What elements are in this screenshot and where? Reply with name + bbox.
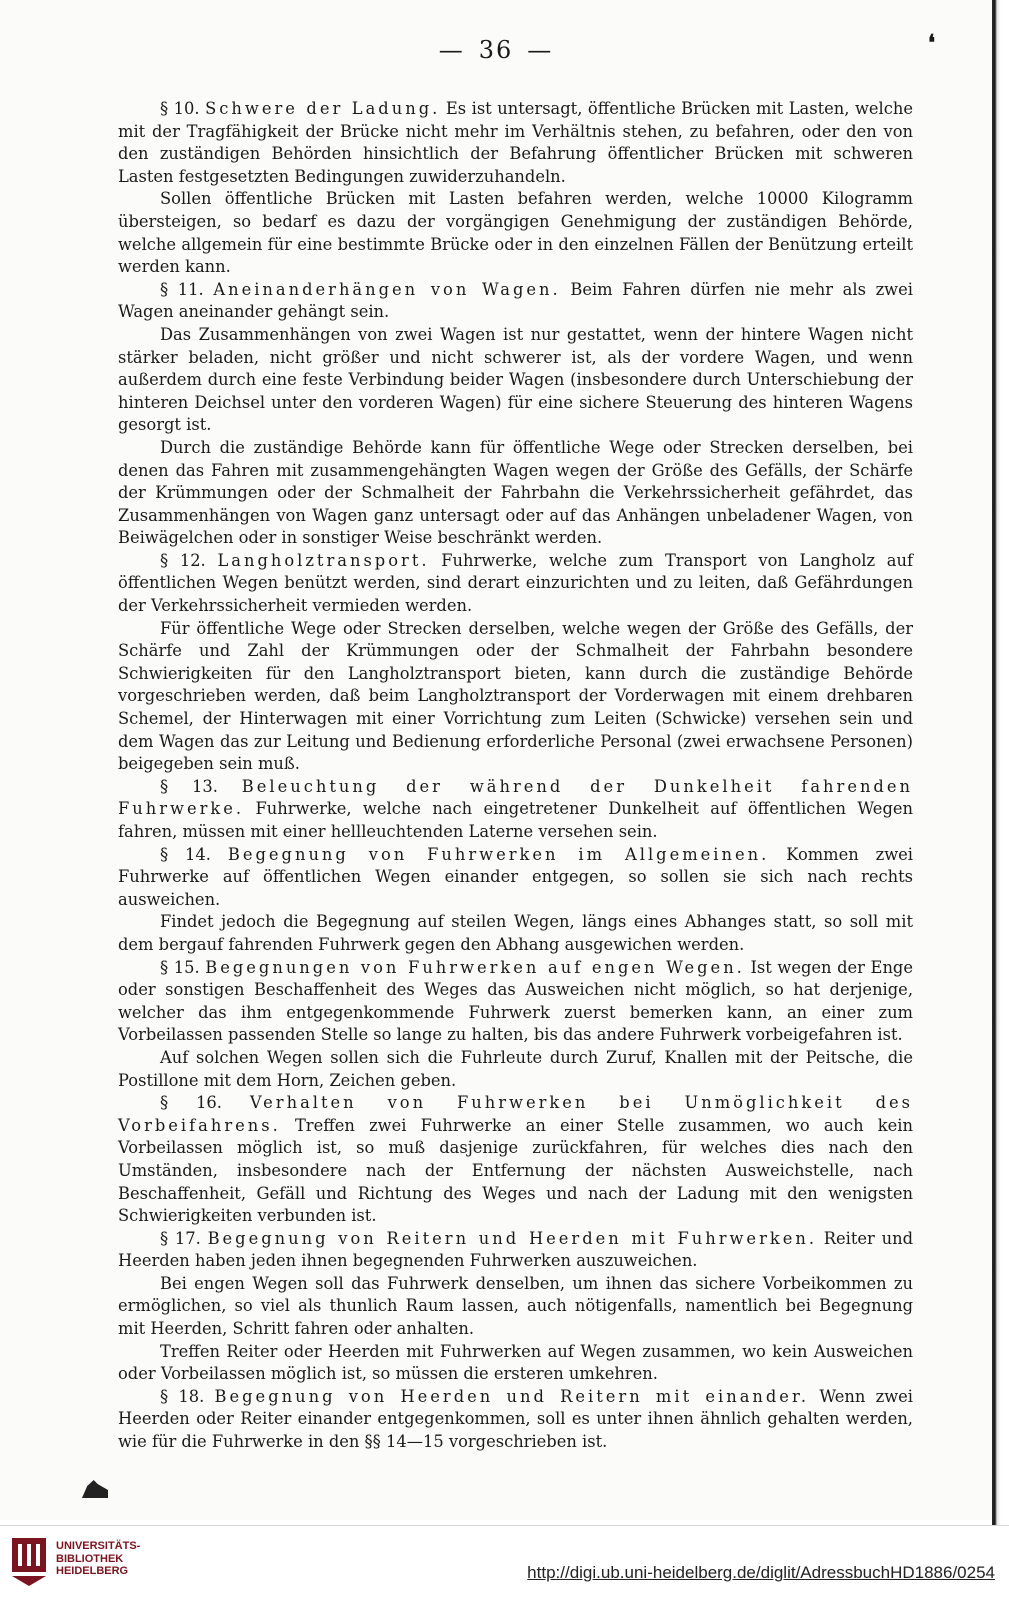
body-paragraph xyxy=(118,1047,913,1092)
page-number-value: 36 xyxy=(478,36,514,64)
section-number: § 11. xyxy=(160,279,204,299)
library-name xyxy=(56,1540,140,1578)
section-paragraph xyxy=(118,957,913,1047)
section-paragraph xyxy=(118,776,913,844)
body-paragraph xyxy=(118,324,913,437)
paragraph-text: Für öffentliche Wege oder Strecken derselben, welche wegen der Größe des Gefälls, der Schärfe und Zahl der Krümmungen oder der Schmalheit der Fahrbahn besondere Schwierigkeiten für den Langholztransport bieten, kann durch die zuständige Behörde vorgeschrieben werden, daß beim Langholztransport der Vorderwagen mit einem drehbaren Schemel, der Hinterwagen mit einer Vorrichtung zum Leiten (Schwicke) versehen sein und dem Wagen das zur Leitung und Bedienung erforderliche Personal (zwei erwachsene Personen) beigegeben sein muß. xyxy=(118,618,913,774)
paragraph-text: Treffen Reiter oder Heerden mit Fuhrwerken auf Wegen zusammen, wo kein Ausweichen oder Vorbeilassen möglich ist, so müssen die ersteren umkehren. xyxy=(118,1341,913,1384)
section-paragraph xyxy=(118,1228,913,1273)
paragraph-text: Wenn zwei Heerden oder Reiter einander entgegenkommen, soll es unter ihnen ähnlich gehalten werden, wie für die Fuhrwerke in den §§ 14—15 vorgeschrieben ist. xyxy=(118,1386,913,1452)
section-paragraph xyxy=(118,98,913,188)
section-title: Schwere der Ladung. xyxy=(205,99,441,118)
paragraph-text: Findet jedoch die Begegnung auf steilen Wegen, längs eines Abhanges statt, so soll mit dem bergauf fahrenden Fuhrwerk gegen den Abhang ausgewichen werden. xyxy=(118,912,913,954)
section-paragraph xyxy=(118,279,913,324)
ink-smudge xyxy=(82,1478,108,1498)
section-number: § 12. xyxy=(160,550,206,570)
section-number: § 10. xyxy=(160,99,200,118)
page-number-dash-right: — xyxy=(527,36,554,64)
section-paragraph xyxy=(118,550,913,618)
body-paragraph xyxy=(118,188,913,278)
library-name-line-2: BIBLIOTHEK xyxy=(56,1552,124,1565)
paragraph-text: Reiter und Heerden haben jeden ihnen begegnenden Fuhrwerken auszuweichen. xyxy=(118,1228,913,1271)
body-paragraph xyxy=(118,437,913,550)
paragraph-text: Bei engen Wegen soll das Fuhrwerk denselben, um ihnen das sichere Vorbeikommen zu ermöglichen, so viel als thunlich Raum lassen, auch nötigenfalls, namentlich bei Begegnung mit Heerden, Schritt fahren oder anhalten. xyxy=(118,1273,913,1339)
paragraph-text: Kommen zwei Fuhrwerke auf öffentlichen Wegen einander entgegen, so sollen sie sich nach rechts ausweichen. xyxy=(118,844,914,909)
section-number: § 16. xyxy=(160,1093,222,1113)
paragraph-text: Beim Fahren dürfen nie mehr als zwei Wagen aneinander gehängt sein. xyxy=(118,279,913,322)
section-paragraph xyxy=(118,1092,913,1228)
paragraph-text: Sollen öffentliche Brücken mit Lasten befahren werden, welche 10000 Kilogramm übersteigen, so bedarf es dazu der vorgängigen Genehmigung der zuständigen Behörde, welche allgemein für eine bestimmte Brücke oder in den einzelnen Fällen der Benützung erteilt werden kann. xyxy=(118,189,913,277)
section-title: Beleuchtung der während der Dunkelheit fahrenden Fuhrwerke. xyxy=(118,776,913,819)
body-paragraph xyxy=(118,1273,913,1341)
section-title: Begegnung von Fuhrwerken im Allgemeinen. xyxy=(227,844,770,864)
viewer-footer xyxy=(0,1525,1009,1605)
body-paragraph xyxy=(118,618,913,776)
library-name-line-1: UNIVERSITÄTS- xyxy=(56,1540,141,1552)
section-title: Begegnung von Heerden und Reitern mit einander. xyxy=(214,1386,810,1406)
section-title: Aneinanderhängen von Wagen. xyxy=(213,279,561,299)
section-number: § 13. xyxy=(160,776,218,796)
corner-ink-mark: ❛ xyxy=(928,30,936,56)
library-name-line-3: HEIDELBERG xyxy=(56,1565,129,1577)
university-library-logo-icon xyxy=(10,1536,48,1588)
section-title: Begegnungen von Fuhrwerken auf engen Wegen. xyxy=(205,957,745,977)
section-title: Verhalten von Fuhrwerken bei Unmöglichkeit des Vorbeifahrens. xyxy=(118,1093,913,1135)
page-number-dash-left: — xyxy=(438,36,465,64)
paragraph-text: Fuhrwerke, welche zum Transport von Langholz auf öffentlichen Wegen benützt werden, sind derart einzurichten und zu leiten, daß Gefährdungen der Verkehrssicherheit vermieden werden. xyxy=(118,550,913,616)
paragraph-text: Das Zusammenhängen von zwei Wagen ist nur gestattet, wenn der hintere Wagen nicht stärker beladen, nicht größer und nicht schwerer ist, als der vordere Wagen, und wenn außerdem durch eine feste Verbindung beider Wagen (insbesondere durch Unterschiebung der hinteren Deichsel unter den vorderen Wagen) für eine sichere Steuerung des hinteren Wagens gesorgt ist. xyxy=(118,324,913,435)
page-edge-shadow xyxy=(992,0,1009,1525)
section-number: § 17. xyxy=(160,1228,201,1248)
section-paragraph xyxy=(118,1386,913,1454)
paragraph-text: Fuhrwerke, welche nach eingetretener Dunkelheit auf öffentlichen Wegen fahren, müssen mit einer hellleuchtenden Laterne versehen sein. xyxy=(118,799,913,841)
section-paragraph xyxy=(118,844,913,912)
body-paragraph xyxy=(118,1341,913,1386)
document-body xyxy=(118,98,913,1454)
paragraph-text: Es ist untersagt, öffentliche Brücken mit Lasten, welche mit der Tragfähigkeit der Brücke nicht mehr im Verhältnis stehen, zu befahren, oder den von den zuständigen Behörden hinsichtlich der Befahrung öffentlicher Brücken mit schweren Lasten festgesetzten Bedingungen zuwiderzuhandeln. xyxy=(118,99,914,186)
paragraph-text: Ist wegen der Enge oder sonstigen Beschaffenheit des Weges das Ausweichen nicht möglich, so hat derjenige, welcher das ihm entgegenkommende Fuhrwerk zuerst bemerken kann, an einer zum Vorbeilassen passenden Stelle so lange zu halten, bis das andere Fuhrwerk vorbeigefahren ist. xyxy=(118,957,913,1045)
permalink-url[interactable]: http://digi.ub.uni-heidelberg.de/diglit/AdressbuchHD1886/0254 xyxy=(527,1563,995,1582)
section-title: Begegnung von Reitern und Heerden mit Fuhrwerken. xyxy=(207,1228,818,1248)
section-number: § 14. xyxy=(160,844,211,864)
paragraph-text: Treffen zwei Fuhrwerke an einer Stelle zusammen, wo auch kein Vorbeilassen möglich ist, so muß dasjenige zurückfahren, für welches dies nach den Umständen, insbesondere nach der Entfernung der nächsten Ausweichstelle, nach Beschaffenheit, Gefäll und Richtung des Weges und nach der Ladung mit den wenigsten Schwierigkeiten verbunden ist. xyxy=(118,1115,913,1226)
section-title: Langholztransport. xyxy=(217,550,430,570)
section-number: § 15. xyxy=(160,957,200,977)
body-paragraph xyxy=(118,911,913,956)
page-number xyxy=(0,36,992,64)
paragraph-text: Auf solchen Wegen sollen sich die Fuhrleute durch Zuruf, Knallen mit der Peitsche, die Postillone mit dem Horn, Zeichen geben. xyxy=(118,1047,913,1090)
paragraph-text: Durch die zuständige Behörde kann für öffentliche Wege oder Strecken derselben, bei denen das Fahren mit zusammengehängten Wagen wegen der Größe des Gefälls, der Schärfe der Krümmungen oder der Schmalheit der Fahrbahn die Verkehrssicherheit gefährdet, das Zusammenhängen von Wagen ganz untersagt oder auf das Anhängen unbeladener Wagen, von Beiwägelchen oder in sonstiger Weise beschränkt werden. xyxy=(118,437,913,548)
section-number: § 18. xyxy=(160,1386,205,1406)
